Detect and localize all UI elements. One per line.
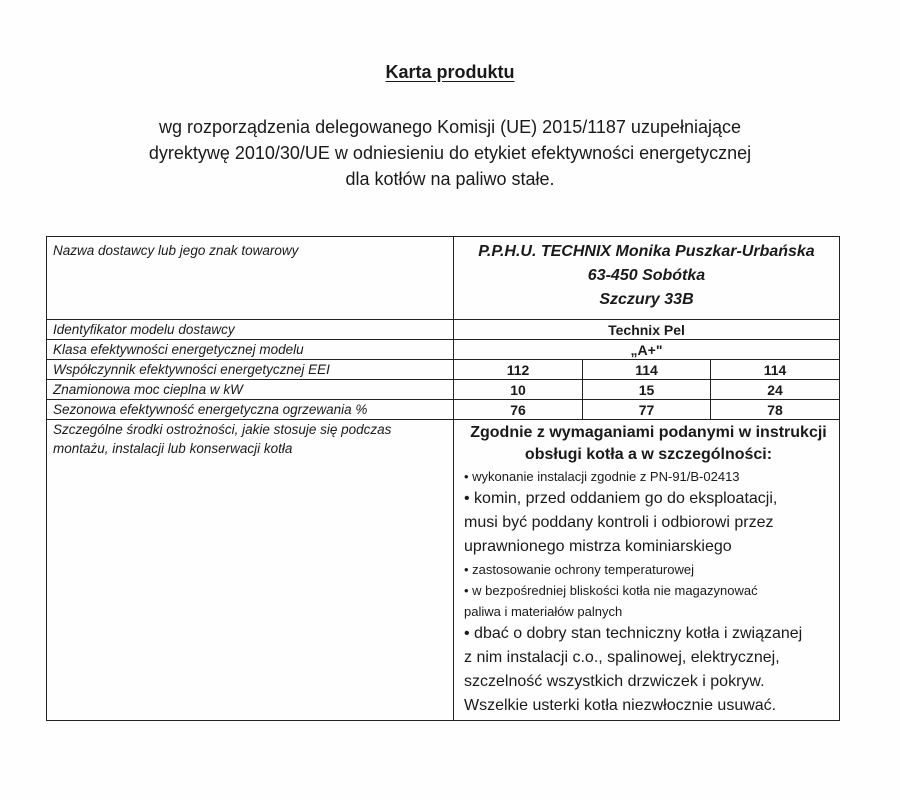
document-title: Karta produktu xyxy=(385,62,515,82)
notes-line: • w bezpośredniej bliskości kotła nie magazynować xyxy=(464,583,758,598)
power-value: 10 xyxy=(454,380,583,400)
power-value: 24 xyxy=(711,380,840,400)
class-value: „A+" xyxy=(454,340,840,360)
seasonal-value: 76 xyxy=(454,400,583,420)
notes-line: szczelność wszystkich drzwiczek i pokryw. xyxy=(464,673,765,690)
supplier-label: Nazwa dostawcy lub jego znak towarowy xyxy=(47,237,454,320)
eei-value: 112 xyxy=(454,360,583,380)
notes-header xyxy=(464,422,833,466)
notes-line: uprawnionego mistrza kominiarskiego xyxy=(464,538,732,555)
document-intro xyxy=(0,114,900,192)
model-label: Identyfikator modelu dostawcy xyxy=(47,320,454,340)
power-label: Znamionowa moc cieplna w kW xyxy=(47,380,454,400)
power-value: 15 xyxy=(583,380,711,400)
notes-header-line: obsługi kotła a w szczególności: xyxy=(524,446,773,463)
notes-line: musi być poddany kontroli i odbiorowi przez xyxy=(464,514,774,531)
notes-line: z nim instalacji c.o., spalinowej, elektrycznej, xyxy=(464,649,780,666)
intro-line: dyrektywę 2010/30/UE w odniesieniu do etykiet efektywności energetycznej xyxy=(148,143,752,163)
model-value: Technix Pel xyxy=(454,320,840,340)
seasonal-value: 78 xyxy=(711,400,840,420)
notes-line: • zastosowanie ochrony temperaturowej xyxy=(464,562,695,577)
notes-line: paliwa i materiałów palnych xyxy=(464,604,623,619)
seasonal-value: 77 xyxy=(583,400,711,420)
notes-header-line: Zgodnie z wymaganiami podanymi w instrukcji xyxy=(470,424,827,441)
notes-line: Wszelkie usterki kotła niezwłocznie usuwać. xyxy=(464,697,777,714)
class-row xyxy=(47,340,840,360)
notes-line: • komin, przed oddaniem go do eksploatacji, xyxy=(464,490,778,507)
model-row xyxy=(47,320,840,340)
notes-label: Szczególne środki ostrożności, jakie stosuje się podczas montażu, instalacji lub konserwacji kotła xyxy=(47,420,454,721)
supplier-row xyxy=(47,237,840,320)
supplier-value xyxy=(454,237,840,320)
eei-value: 114 xyxy=(583,360,711,380)
eei-value: 114 xyxy=(711,360,840,380)
notes-line: • wykonanie instalacji zgodnie z PN-91/B-02413 xyxy=(464,469,740,484)
eei-label: Współczynnik efektywności energetycznej EEI xyxy=(47,360,454,380)
notes-value xyxy=(454,420,840,721)
supplier-line: P.P.H.U. TECHNIX Monika Puszkar-Urbańska xyxy=(478,243,815,260)
seasonal-label: Sezonowa efektywność energetyczna ogrzewania % xyxy=(47,400,454,420)
intro-line: dla kotłów na paliwo stałe. xyxy=(345,169,555,189)
class-label: Klasa efektywności energetycznej modelu xyxy=(47,340,454,360)
seasonal-row xyxy=(47,400,840,420)
intro-line: wg rozporządzenia delegowanego Komisji (UE) 2015/1187 uzupełniające xyxy=(158,117,742,137)
supplier-line: 63-450 Sobótka xyxy=(587,267,706,284)
product-card-table xyxy=(46,236,840,721)
eei-row xyxy=(47,360,840,380)
supplier-line: Szczury 33B xyxy=(599,291,694,308)
notes-line: • dbać o dobry stan techniczny kotła i związanej xyxy=(464,625,803,642)
power-row xyxy=(47,380,840,400)
notes-row xyxy=(47,420,840,721)
